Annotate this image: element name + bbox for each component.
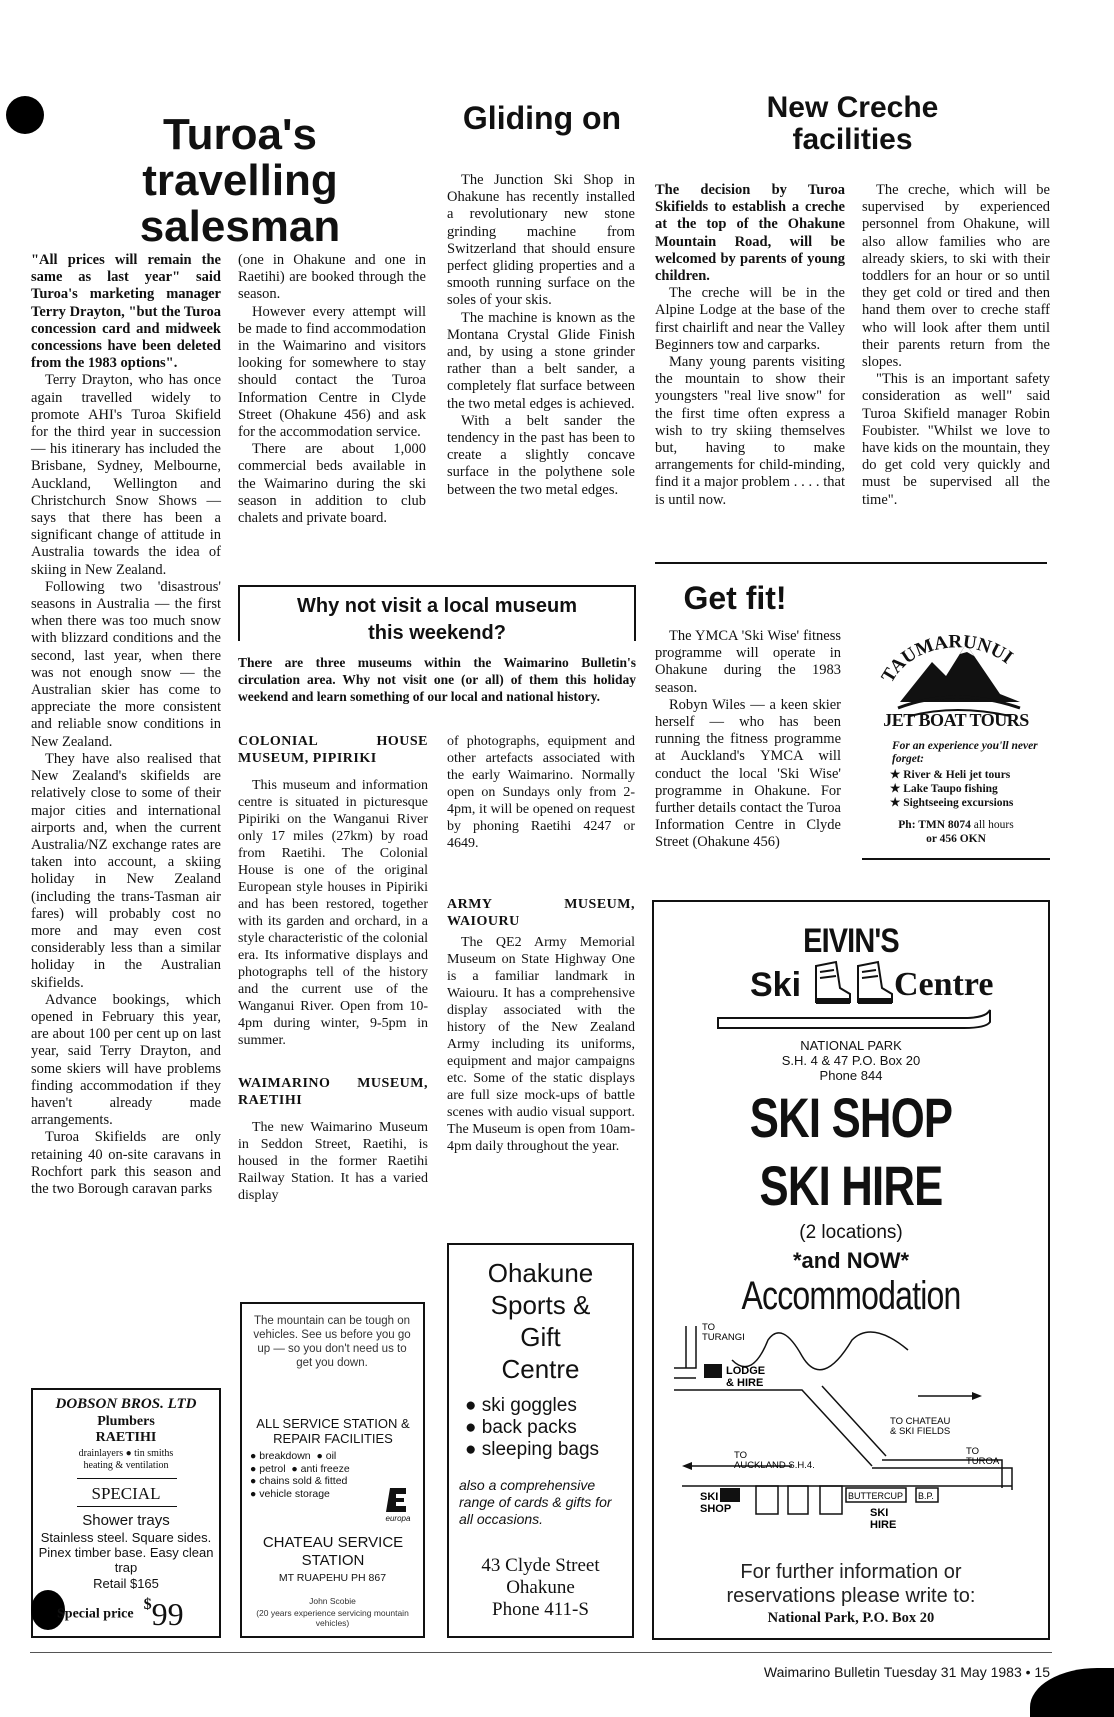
dobson-town: RAETIHI — [95, 1430, 157, 1445]
getfit-paragraph: Robyn Wiles — a keen skier herself — who has been running the fitness programme at Auckland's YMCA will conduct the local 'Ski Wise' programme in Ohakune. For further details contact the Turoa Information Centre in Clyde Street (Ohakune 456) — [655, 696, 841, 851]
europa-logo — [382, 1486, 410, 1514]
turoa-paragraph: Following two 'disastrous' seasons in Australia — the first when there was too much snow with blizzard conditions and the second, last year, when there was not enough snow — the Australian skier has come to appreciate the more consistent and reliable snow conditions in New Zealand. — [31, 578, 221, 750]
turoa-paragraph: (one in Ohakune and one in Raetihi) are booked through the season. — [238, 252, 426, 303]
chateau-owner: John Scobie — [309, 1596, 356, 1606]
turoa-headline: Turoa's travelling salesman — [139, 110, 341, 252]
eivins-name: EIVIN'S — [803, 922, 899, 960]
eivins-centre-word: Centre — [894, 966, 994, 1003]
eivins-accommodation: Accommodation — [741, 1274, 961, 1318]
getfit-headline: Get fit! — [683, 580, 787, 616]
map-label: TURANGI — [702, 1332, 745, 1343]
chateau-intro: The mountain can be tough on vehicles. See us before you go up — so you don't need us to get you down. — [253, 1315, 411, 1369]
price-value: 99 — [151, 1596, 184, 1632]
map-label: BUTTERCUP — [848, 1491, 904, 1501]
jetboat-phone — [862, 818, 1050, 846]
map-label: & SKI FIELDS — [890, 1426, 951, 1437]
chateau-heading: ALL SERVICE STATION & REPAIR FACILITIES — [256, 1416, 410, 1446]
chateau-service-item: ● breakdown ● oil — [250, 1450, 337, 1462]
jetboat-item: ★ River & Heli jet tours — [890, 769, 1011, 781]
ohakune-sports-also: also a comprehensive range of cards & gifts for all occasions. — [459, 1477, 612, 1527]
jetboat-item: ★ Sightseeing excursions — [890, 797, 1014, 809]
jetboat-phone-hours: all hours — [973, 819, 1014, 831]
map-label: TO CHATEAU — [890, 1416, 951, 1427]
chateau-name: CHATEAU SERVICE STATION — [262, 1534, 404, 1569]
creche-lead: The decision by Turoa Skifields to establish a creche at the top of the Ohakune Mountain Road, will be welcomed by parents of young children. — [655, 182, 845, 285]
colonial-text: This museum and information centre is situated in picturesque Pipiriki on the Wanganui River only 17 miles (27km) by road from Raetihi. The Colonial House is one of the original European style houses in Pipiriki and has been restored, together with its garden and orchard, in a style characteristic of the colonial era. Its informative displays and photographs tell of the history and the current use of the Wanganui River. Open from 10-4pm during winter, 9-5pm in summer. — [238, 778, 428, 1048]
turoa-paragraph: Terry Drayton, who has once again travelled widely to promote AHI's Turoa Skifield for the third year in succession — his itinerary has included the Brisbane, Sydney, Melbourne, Auckland, Wellington and Christchurch Snow Shows — says that there has been a significant change of attitude in Australia towards the idea of skiing in New Zealand. — [31, 372, 221, 578]
price-currency: $ — [143, 1596, 152, 1613]
ohakune-sports-item: ● sleeping bags — [465, 1439, 600, 1460]
dobson-retail: Retail $165 — [93, 1576, 159, 1591]
jetboat-divider — [862, 858, 1050, 860]
jetboat-phone-alt: or 456 OKN — [926, 833, 986, 845]
eivins-location: NATIONAL PARK — [800, 1038, 902, 1053]
map-label: SHOP — [700, 1503, 732, 1515]
eivins-further-info: For further information or reservations please write to: — [726, 1561, 976, 1607]
jetboat-phone-number: Ph: TMN 8074 — [898, 819, 971, 831]
eivins-phone: Phone 844 — [819, 1068, 883, 1083]
eivins-locations: (2 locations) — [799, 1222, 903, 1243]
dobson-product: Shower trays — [82, 1512, 170, 1529]
chateau-service-item: ● petrol ● anti freeze — [250, 1462, 350, 1475]
dobson-trade: Plumbers — [97, 1414, 155, 1429]
ohakune-sports-address: 43 Clyde Street Ohakune Phone 411-S — [481, 1555, 600, 1620]
map-label: AUCKLAND S.H.4. — [734, 1460, 815, 1471]
chateau-service-item: ● vehicle storage — [250, 1487, 330, 1500]
turoa-column-2 — [238, 252, 426, 527]
ohakune-sports-item: ● ski goggles — [465, 1395, 577, 1416]
chateau-service-item: ● chains sold & fitted — [250, 1475, 348, 1487]
ski-icon — [714, 1008, 994, 1032]
army-title: ARMY MUSEUM, WAIOURU — [447, 897, 635, 929]
waimarino-text: The new Waimarino Museum in Seddon Street, Raetihi, is housed in the former Raetihi Railway Station. It has a varied display — [238, 1120, 428, 1203]
colonial-title: COLONIAL HOUSE MUSEUM, PIPIRIKI — [238, 734, 428, 766]
getfit-paragraph: The YMCA 'Ski Wise' fitness programme will operate in Ohakune during the 1983 season. — [655, 628, 841, 696]
museum-column-1 — [238, 733, 428, 1204]
chateau-experience: (20 years experience servicing mountain vehicles) — [256, 1608, 409, 1628]
museum-intro: There are three museums within the Waimarino Bulletin's circulation area. Why not visit one (or all) of them this holiday weekend and learn something of our local and national history. — [238, 655, 636, 704]
creche-column-1 — [655, 182, 845, 509]
map-label: LODGE — [726, 1365, 766, 1377]
map-label: & HIRE — [726, 1377, 764, 1389]
creche-paragraph: "This is an important safety consideration as well" said Turoa Skifield manager Robin Foubister. "Whilst we love to have kids on the mountain, they do get cold very quickly and must be supervised all the time". — [862, 371, 1050, 508]
gliding-headline: Gliding on — [462, 100, 622, 136]
ohakune-sports-ad — [447, 1243, 634, 1638]
army-text: The QE2 Army Memorial Museum on State Highway One is a familiar landmark in Waiouru. It has a comprehensive display associated with the history of the New Zealand Army including its uniforms, equipment and major campaigns etc. Some of the static displays are full size mock-ups of battle scenes with audio visual support. The Museum is open from 10am-4pm daily throughout the year. — [447, 935, 635, 1154]
dobson-divider — [77, 1506, 177, 1507]
special-price-label: Special price — [57, 1606, 134, 1622]
ski-shop-heading: SKI SHOP — [749, 1086, 953, 1149]
turoa-paragraph: They have also realised that New Zealand's skifields are relatively close to some of their major cities and international airports and, when the current Australia/NZ exchange rates are taken into account, a skiing holiday in New Zealand (including the trans-Tasman air fares) will probably cost no more and may even cost considerably less than a similar holiday in the Australian skifields. — [31, 750, 221, 991]
creche-divider — [655, 562, 1047, 564]
creche-headline: New Creche facilities — [766, 91, 939, 156]
museum-headline-box — [238, 585, 636, 644]
gliding-paragraph: The machine is known as the Montana Crystal Glide Finish and, by using a stone grinder rather than a belt sander, a completely flat surface between the two metal edges is achieved. — [447, 309, 635, 412]
eivins-and-now: *and NOW* — [792, 1248, 910, 1273]
eivins-ski-word: Ski — [750, 966, 802, 1004]
chateau-ad — [240, 1302, 425, 1638]
chateau-phone: MT RUAPEHU PH 867 — [278, 1572, 387, 1584]
map-label: SKI — [700, 1491, 719, 1503]
dobson-ad — [31, 1388, 221, 1638]
eivins-address: S.H. 4 & 47 P.O. Box 20 — [781, 1053, 921, 1068]
turoa-paragraph: There are about 1,000 commercial beds available in the Waimarino during the ski season in addition to club chalets and private board. — [238, 441, 426, 527]
chateau-services-list — [250, 1450, 390, 1500]
jetboat-brand: JET BOAT TOURS — [883, 710, 1029, 730]
dobson-name: DOBSON BROS. LTD — [55, 1396, 197, 1412]
ink-blot — [6, 96, 44, 134]
creche-column-2 — [862, 182, 1050, 509]
creche-paragraph: The creche will be in the Alpine Lodge at the base of the first chairlift and near the Valley Beginners tow and carparks. — [655, 285, 845, 353]
dobson-description: Stainless steel. Square sides. Pinex timber base. Easy clean trap — [38, 1530, 214, 1575]
map-label: TO — [966, 1446, 980, 1457]
gliding-paragraph: The Junction Ski Shop in Ohakune has recently installed a revolutionary new stone grinding machine from Switzerland that should ensure perfect gliding properties and a smooth running surface on the soles of your skis. — [447, 172, 635, 309]
gliding-paragraph: With a belt sander the tendency in the past has been to create a slightly concave surface in the polythene sole between the two metal edges. — [447, 412, 635, 498]
dobson-services: drainlayers ● tin smiths heating & ventilation — [78, 1448, 174, 1471]
map-label: HIRE — [870, 1519, 897, 1531]
creche-paragraph: Many young parents visiting the mountain to show their youngsters "real live snow" for the first time often express a wish to try skiing themselves but, having to make arrangements for child-minding, find it a major problem . . . . that is until now. — [655, 354, 845, 508]
europa-brand: europa — [385, 1514, 411, 1523]
turoa-paragraph: Advance bookings, which opened in February this year, are about 100 per cent up on last year, said Terry Drayton, and some skiers will have problems finding accommodation if they haven't already made arrangements. — [31, 991, 221, 1129]
turoa-lead: "All prices will remain the same as last year" said Turoa's marketing manager Terry Drayton, "but the Turoa concession card and midweek concessions have been deleted from the 1983 options". — [31, 252, 221, 372]
museum-text: of photographs, equipment and other artefacts associated with the early Waimarino. Normally open on Sundays only from 2-4pm, it will be opened on request by phoning Raetihi 4247 or 4649. — [447, 734, 635, 851]
dobson-special: SPECIAL — [91, 1484, 161, 1503]
getfit-column — [655, 628, 841, 852]
footer-rule — [30, 1652, 1052, 1653]
ohakune-sports-items — [465, 1395, 630, 1461]
turoa-column-1 — [31, 252, 221, 1198]
logo-arc-text: TAUMARUNUI — [877, 631, 1017, 687]
museum-headline: Why not visit a local museum this weekend? — [296, 595, 578, 644]
page-footer: Waimarino Bulletin Tuesday 31 May 1983 • 15 — [763, 1664, 1050, 1680]
ohakune-sports-item: ● back packs — [465, 1417, 577, 1438]
jetboat-tagline: For an experience you'll never forget: — [892, 740, 1038, 765]
eivins-address-block — [654, 1038, 1048, 1083]
map-label: B.P. — [918, 1491, 934, 1501]
map-label: SKI — [870, 1507, 889, 1519]
eivins-postal-address: National Park, P.O. Box 20 — [767, 1610, 935, 1626]
map-label: TO — [734, 1450, 748, 1461]
waimarino-title: WAIMARINO MUSEUM, RAETIHI — [238, 1076, 428, 1108]
jetboat-item: ★ Lake Taupo fishing — [890, 783, 998, 795]
eivins-ad — [652, 900, 1050, 1640]
dobson-divider — [77, 1478, 177, 1479]
location-map — [672, 1320, 1032, 1540]
turoa-paragraph: However every attempt will be made to find accommodation in the Waimarino and visitors looking for somewhere to stay should contact the Turoa Information Centre in Clyde Street (Ohakune 456) and ask for the accommodation service. — [238, 303, 426, 441]
jetboat-ad — [862, 622, 1050, 862]
turoa-paragraph: Turoa Skifields are only retaining 40 on-site caravans in Rochfort park this season and the two Borough caravan parks — [31, 1129, 221, 1197]
dobson-special-price — [57, 1596, 217, 1633]
gliding-column — [447, 172, 635, 499]
ohakune-sports-name: Ohakune Sports & Gift Centre — [487, 1258, 594, 1384]
ski-hire-heading: SKI HIRE — [759, 1154, 943, 1217]
map-label: TUROA — [966, 1456, 1000, 1467]
jetboat-items — [890, 768, 1050, 810]
museum-column-2 — [447, 733, 635, 1155]
map-label: TO — [702, 1322, 716, 1333]
creche-paragraph: The creche, which will be supervised by experienced personnel from Ohakune, will also allow families who are already skiers, to ski with their toddlers for an hour or so until they get cold or tired and then hand them over to creche staff who will look after them until their parents return from the slopes. — [862, 182, 1050, 371]
